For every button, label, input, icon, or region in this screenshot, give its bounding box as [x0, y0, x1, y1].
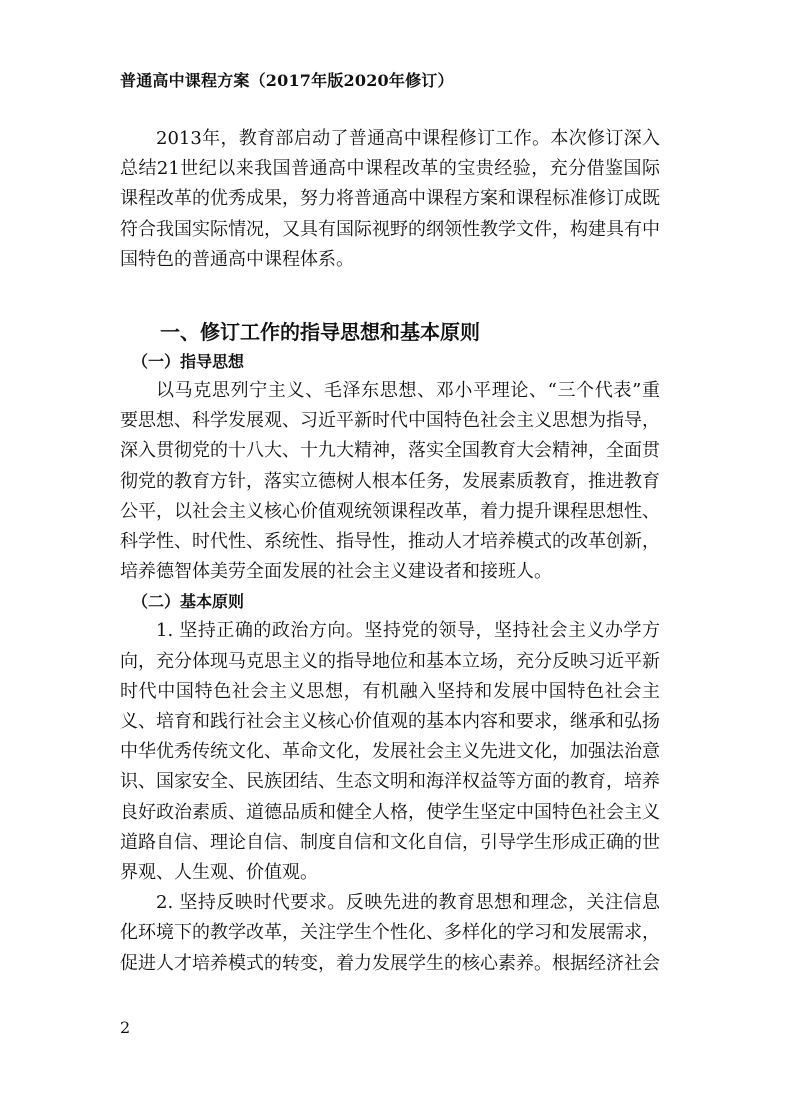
page-content	[120, 124, 660, 979]
subsection-heading-basic-principles: （二）基本原则	[132, 592, 245, 612]
intro-paragraph: 2013年，教育部启动了普通高中课程修订工作。本次修订深入总结21世纪以来我国普通高中课程改革的宝贵经验，充分借鉴国际课程改革的优秀成果，努力将普通高中课程方案和课程标准修订成既符合我国实际情况，又具有国际视野的纲领性教学文件，构建具有中国特色的普通高中课程体系。	[120, 128, 660, 270]
principle-item-1: 1. 坚持正确的政治方向。坚持党的领导，坚持社会主义办学方向，充分体现马克思主义的指导地位和基本立场，充分反映习近平新时代中国特色社会主义思想，有机融入坚持和发展中国特色社会主义、培育和践行社会主义核心价值观的基本内容和要求，继承和弘扬中华优秀传统文化、革命文化，发展社会主义先进文化，加强法治意识、国家安全、民族团结、生态文明和海洋权益等方面的教育，培养良好政治素质、道德品质和健全人格，使学生坚定中国特色社会主义道路自信、理论自信、制度自信和文化自信，引导学生形成正确的世界观、人生观、价值观。	[120, 620, 660, 884]
section-heading: 一、修订工作的指导思想和基本原则	[160, 320, 480, 345]
page-number: 2	[120, 1018, 131, 1037]
running-header-title: 普通高中课程方案（2017年版2020年修订）	[120, 71, 454, 90]
guiding-ideology-paragraph: 以马克思列宁主义、毛泽东思想、邓小平理论、“三个代表”重要思想、科学发展观、习近平新时代中国特色社会主义思想为指导，深入贯彻党的十八大、十九大精神，落实全国教育大会精神，全面贯彻党的教育方针，落实立德树人根本任务，发展素质教育，推进教育公平，以社会主义核心价值观统领课程改革，着力提升课程思想性、科学性、时代性、系统性、指导性，推动人才培养模式的改革创新，培养德智体美劳全面发展的社会主义建设者和接班人。	[120, 380, 660, 583]
subsection-heading-guiding-ideology: （一）指导思想	[132, 352, 245, 372]
principle-item-2: 2. 坚持反映时代要求。反映先进的教育思想和理念，关注信息化环境下的教学改革，关注学生个性化、多样化的学习和发展需求，促进人才培养模式的转变，着力发展学生的核心素养。根据经济社会	[120, 892, 660, 974]
